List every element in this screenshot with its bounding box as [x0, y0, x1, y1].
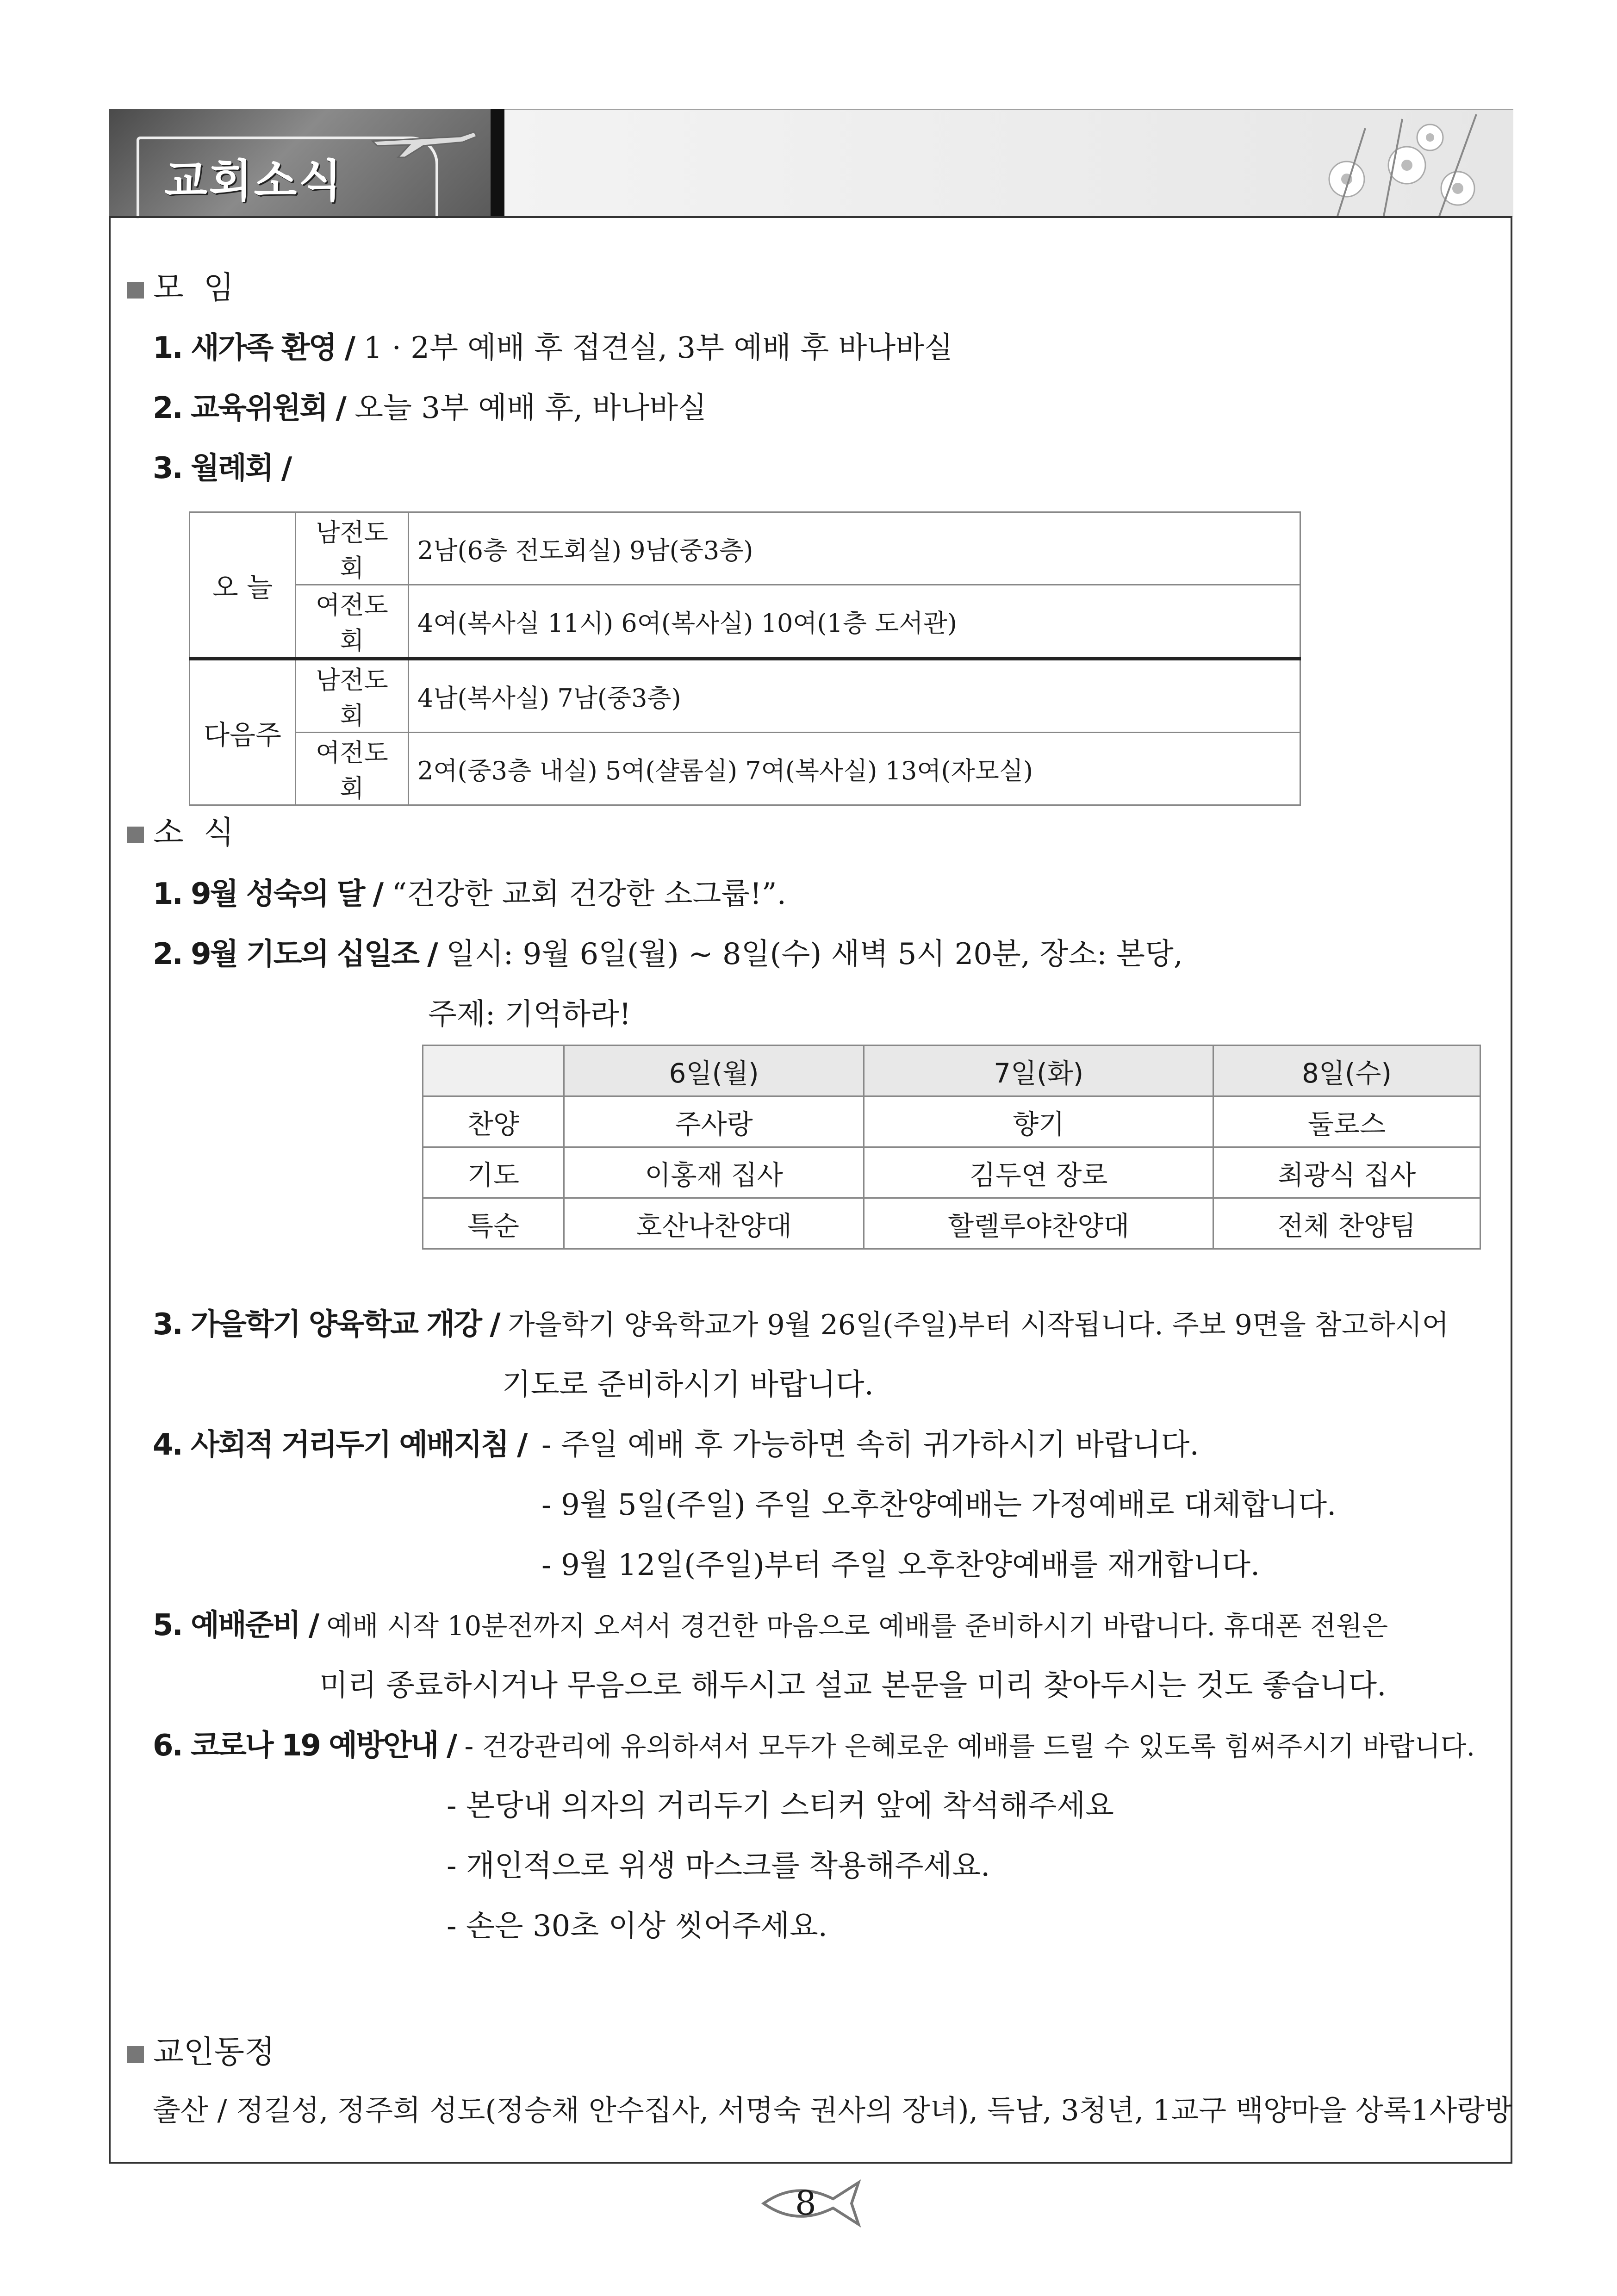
table-row: 특순 호산나찬양대 할렐루야찬양대 전체 찬양팀	[423, 1198, 1480, 1249]
page-number: 8	[795, 2184, 816, 2222]
square-bullet-icon	[127, 282, 144, 299]
table-row: 오 늘 남전도회 2남(6층 전도회실) 9남(중3층)	[190, 512, 1300, 585]
meeting-item-1: 1. 새가족 환영 / 1 · 2부 예배 후 접견실, 3부 예배 후 바나바실	[153, 331, 953, 365]
news-item-3-cont: 기도로 준비하시기 바랍니다.	[502, 1368, 874, 1402]
news-item-6-line-4: - 손은 30초 이상 씻어주세요.	[447, 1909, 828, 1943]
news-item-4-line-3: - 9월 12일(주일)부터 주일 오후찬양예배를 재개합니다.	[541, 1548, 1260, 1582]
airplane-icon	[368, 118, 479, 160]
table-row: 다음주 남전도회 4남(복사실) 7남(중3층)	[190, 659, 1300, 733]
news-item-4: 4. 사회적 거리두기 예배지침 /	[153, 1428, 527, 1462]
table-row: 기도 이홍재 집사 김두연 장로 최광식 집사	[423, 1147, 1480, 1198]
monthly-meeting-table	[189, 511, 1301, 806]
news-item-4-line-2: - 9월 5일(주일) 주일 오후찬양예배는 가정예배로 대체합니다.	[541, 1488, 1337, 1522]
news-item-1: 1. 9월 성숙의 달 / “건강한 교회 건강한 소그룹!”.	[153, 877, 786, 911]
section-heading-news: 소 식	[127, 808, 234, 852]
banner-photo	[109, 109, 491, 216]
meeting-item-2: 2. 교육위원회 / 오늘 3부 예배 후, 바나바실	[153, 391, 707, 425]
section-heading-meetings: 모 임	[127, 263, 234, 308]
news-item-6-line-3: - 개인적으로 위생 마스크를 착용해주세요.	[447, 1849, 990, 1883]
meeting-item-3: 3. 월례회 /	[153, 451, 291, 485]
news-item-2-theme: 주제: 기억하라!	[428, 997, 631, 1032]
banner-divider	[491, 109, 504, 216]
prayer-schedule-table	[422, 1045, 1481, 1250]
table-header-row: 6일(월) 7일(화) 8일(수)	[423, 1045, 1480, 1096]
news-item-4-line-1: - 주일 예배 후 가능하면 속히 귀가하시기 바랍니다.	[541, 1428, 1199, 1462]
page-title: 교회소식	[164, 155, 343, 207]
section-heading-members: 교인동정	[127, 2027, 275, 2072]
flower-decoration-icon	[1291, 110, 1513, 217]
news-item-2: 2. 9월 기도의 십일조 / 일시: 9월 6일(월) ~ 8일(수) 새벽 5시 20분, 장소: 본당,	[153, 937, 1183, 971]
news-item-3: 3. 가을학기 양육학교 개강 / 가을학기 양육학교가 9월 26일(주일)부터 시작됩니다. 주보 9면을 참고하시어	[153, 1307, 1449, 1342]
table-row: 여전도회 4여(복사실 11시) 6여(복사실) 10여(1층 도서관)	[190, 585, 1300, 659]
header-banner	[109, 109, 1513, 216]
square-bullet-icon	[127, 2046, 144, 2063]
news-item-5: 5. 예배준비 / 예배 시작 10분전까지 오셔서 경건한 마음으로 예배를 준비하시기 바랍니다. 휴대폰 전원은	[153, 1608, 1388, 1643]
news-item-6-line-2: - 본당내 의자의 거리두기 스티커 앞에 착석해주세요	[447, 1789, 1114, 1823]
banner-decoration	[504, 109, 1513, 217]
page-number-badge	[759, 2178, 865, 2229]
news-item-5-cont: 미리 종료하시거나 무음으로 해두시고 설교 본문을 미리 찾아두시는 것도 좋습니다.	[319, 1668, 1387, 1703]
members-news-text: 출산 / 정길성, 정주희 성도(정승채 안수집사, 서명숙 권사의 장녀), 득남, 3청년, 1교구 백양마을 상록1사랑방	[153, 2093, 1513, 2127]
table-row: 여전도회 2여(중3층 내실) 5여(샬롬실) 7여(복사실) 13여(자모실)	[190, 733, 1300, 805]
square-bullet-icon	[127, 827, 144, 843]
news-item-6: 6. 코로나 19 예방안내 / - 건강관리에 유의하셔서 모두가 은혜로운 예배를 드릴 수 있도록 힘써주시기 바랍니다.	[153, 1729, 1475, 1763]
table-row: 찬양 주사랑 향기 둘로스	[423, 1096, 1480, 1147]
